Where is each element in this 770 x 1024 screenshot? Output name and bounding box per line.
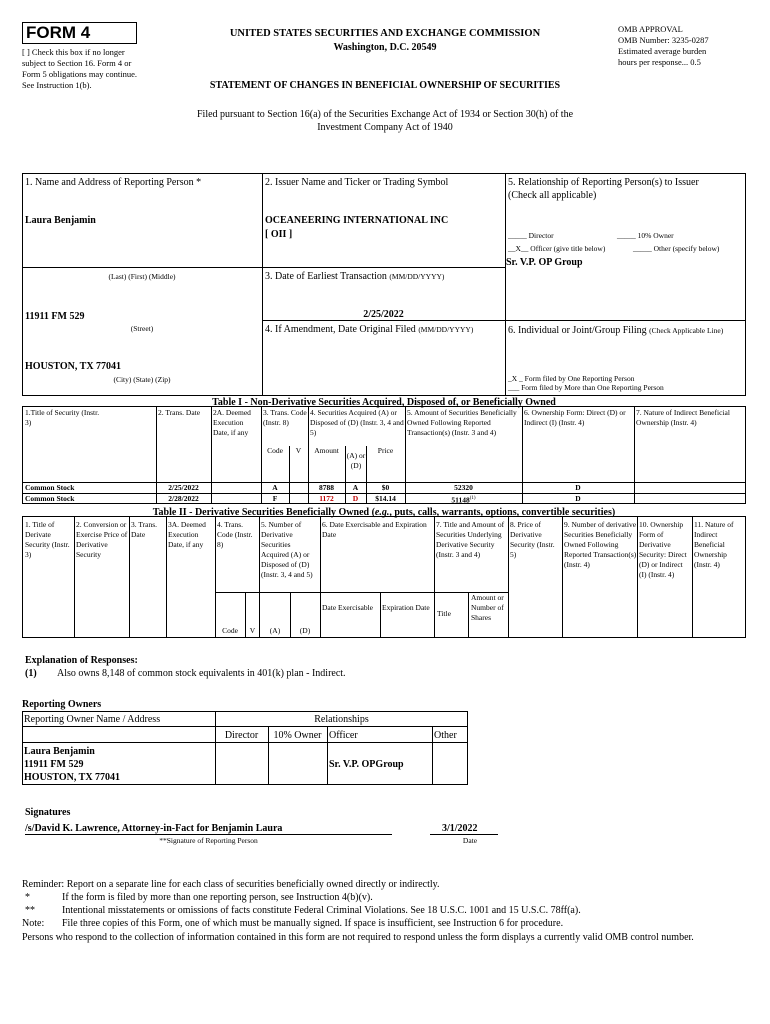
reporting-owners-heading: Reporting Owners (22, 699, 102, 710)
t1-h3: 3. Trans. Code (Instr. 8) (263, 408, 307, 427)
owner-col-officer: Officer (329, 730, 358, 741)
issuer-name: OCEANEERING INTERNATIONAL INC (265, 215, 449, 226)
signatures-heading: Signatures (25, 807, 71, 818)
t1-h5: 5. Amount of Securities Beneficially Owned Following Reported Transaction(s) (Instr. 3 and 4) (407, 408, 517, 437)
filed-by-one-person[interactable]: _X _ Form filed by One Reporting Person (508, 374, 635, 383)
box6-label: 6. Individual or Joint/Group Filing (Check Applicable Line) (508, 325, 724, 336)
owner-street: 11911 FM 529 (24, 759, 84, 770)
owner-name: Laura Benjamin (24, 746, 95, 757)
city-caption: (City) (State) (Zip) (113, 375, 171, 384)
footnote-ref[interactable]: (1) (469, 496, 476, 501)
signature-date: 3/1/2022 (442, 823, 478, 834)
officer-title: Sr. V.P. OP Group (506, 257, 583, 268)
t1-sub-price: Price (377, 446, 394, 455)
ten-percent-owner-checkbox[interactable]: _____ 10% Owner (617, 231, 674, 240)
t1-sub-code: Code (267, 446, 283, 455)
owner-city: HOUSTON, TX 77041 (24, 772, 121, 783)
t1-h1: 1.Title of Security (Instr. 3) (25, 408, 100, 427)
date-caption: Date (462, 836, 478, 845)
omb-approval (618, 24, 758, 57)
signature-caption: **Signature of Reporting Person (159, 836, 258, 845)
table1-title: Table I - Non-Derivative Securities Acquired, Disposed of, or Beneficially Owned (212, 397, 556, 408)
name-caption: (Last) (First) (Middle) (108, 272, 176, 281)
t1-sub-v: V (295, 446, 302, 455)
t2-sub-d: (D) (299, 626, 311, 635)
owner-col-other: Other (434, 730, 457, 741)
t1-r2-owned: 51148$^{(1)}$ (451, 495, 476, 505)
form-title: FORM 4 (22, 22, 137, 44)
footnote-1-number: (1) (25, 668, 37, 679)
reporting-person-city: HOUSTON, TX 77041 (25, 361, 122, 372)
star2-text: Intentional misstatements or omissions of facts constitute Federal Criminal Violations. See 18 U.S.C. 1001 and 15 U.S.C. 78ff(a). (62, 905, 581, 916)
t1-r1-security: Common Stock (25, 483, 75, 492)
no-longer-subject-checkbox[interactable]: [ ] Check this box if no longer subject to Section 16. Form 4 or Form 5 obligations may continue. See Instruction 1(b). (22, 47, 137, 90)
t1-r1-price: $0 (381, 483, 390, 492)
t2-sub-amount: Amount or Number of Shares (471, 593, 504, 622)
footnote-1-text: Also owns 8,148 of common stock equivalents in 401(k) plan - Indirect. (57, 668, 346, 679)
director-checkbox[interactable]: _____ Director (508, 231, 554, 240)
note-marker: Note: (22, 918, 45, 929)
filed-pursuant-line1: Filed pursuant to Section 16(a) of the Securities Exchange Act of 1934 or Section 30(h) of the (196, 109, 574, 120)
t2-h5: 5. Number of Derivative Securities Acquired (A) or Disposed of (D) (Instr. 3, 4 and 5) (261, 520, 313, 579)
omb-number: OMB Number: 3235-0287 (618, 35, 709, 45)
t1-r2-form: D (575, 494, 581, 503)
omb-title: OMB APPROVAL (618, 24, 683, 34)
t2-h3a: 3A. Deemed Execution Date, if any (168, 520, 206, 549)
star1-text: If the form is filed by more than one reporting person, see Instruction 4(b)(v). (62, 892, 373, 903)
t2-sub-a: (A) (269, 626, 281, 635)
box5-label: 5. Relationship of Reporting Person(s) to Issuer (508, 177, 699, 188)
t1-r2-security: Common Stock (25, 494, 75, 503)
t2-h11: 11. Nature of Indirect Beneficial Ownership (Instr. 4) (694, 520, 734, 569)
owner-officer-title: Sr. V.P. OPGroup (329, 759, 404, 770)
earliest-transaction-date: 2/25/2022 (363, 309, 404, 320)
t1-r1-owned: 52320 (454, 483, 473, 492)
statement-title: STATEMENT OF CHANGES IN BENEFICIAL OWNERSHIP OF SECURITIES (209, 80, 561, 91)
t2-h6: 6. Date Exercisable and Expiration Date (322, 520, 427, 539)
t2-sub-date-ex: Date Exercisable (322, 603, 374, 612)
t2-h3: 3. Trans. Date (131, 520, 158, 539)
box1-label: 1. Name and Address of Reporting Person * (25, 177, 202, 188)
t2-sub-code: Code (222, 626, 238, 635)
t1-h7: 7. Nature of Indirect Beneficial Ownership (Instr. 4) (636, 408, 730, 427)
other-checkbox[interactable]: _____ Other (specify below) (633, 244, 720, 253)
star1-marker: * (25, 892, 30, 903)
owner-col-director: Director (224, 730, 259, 741)
t1-sub-amount: Amount (314, 446, 339, 455)
t1-h6: 6. Ownership Form: Direct (D) or Indirect (I) (Instr. 4) (524, 408, 626, 427)
signer-name: /s/David K. Lawrence, Attorney-in-Fact for Benjamin Laura (25, 823, 283, 834)
officer-checkbox[interactable]: __X__ Officer (give title below) (508, 244, 606, 253)
note-text: File three copies of this Form, one of which must be manually signed. If space is insufficient, see Instruction 6 for procedure. (62, 918, 564, 929)
t1-r1-aord: A (352, 483, 359, 492)
t1-h2a: 2A. Deemed Execution Date, if any (213, 408, 251, 437)
t2-h4: 4. Trans. Code (Instr. 8) (217, 520, 253, 549)
box5-sublabel: (Check all applicable) (508, 190, 597, 201)
reporting-person-name: Laura Benjamin (25, 215, 96, 226)
t1-r1-date: 2/25/2022 (168, 483, 199, 492)
box2-label: 2. Issuer Name and Ticker or Trading Symbol (265, 177, 449, 188)
reporting-person-street: 11911 FM 529 (25, 311, 85, 322)
t2-sub-title: Title (437, 609, 451, 618)
t2-h9: 9. Number of derivative Securities Beneficially Owned Following Reported Transaction(s) (Instr. 4) (564, 520, 637, 569)
t2-h2: 2. Conversion or Exercise Price of Derivative Security (76, 520, 128, 559)
reporting-info-grid (22, 173, 746, 396)
t2-h7: 7. Title and Amount of Securities Underlying Derivative Security (Instr. 3 and 4) (436, 520, 505, 559)
t2-h1: 1. Title of Derivate Security (Instr. 3) (25, 520, 70, 559)
owner-col-relationships: Relationships (314, 714, 369, 725)
box3-label: 3. Date of Earliest Transaction (MM/DD/YYYY) (265, 271, 445, 282)
t1-h4: 4. Securities Acquired (A) or Disposed of (D) (Instr. 3, 4 and 5) (310, 408, 404, 437)
omb-persons-notice: Persons who respond to the collection of information contained in this form are not required to respond unless the form displays a currently valid OMB control number. (22, 932, 694, 943)
t2-sub-v: V (249, 626, 256, 635)
t1-r2-aord: D (352, 494, 359, 503)
box4-label: 4. If Amendment, Date Original Filed (MM/DD/YYYY) (265, 324, 474, 335)
table2-title: Table II - Derivative Securities Beneficially Owned (e.g., puts, calls, warrants, options, convertible securities) (152, 507, 616, 518)
filed-by-more-persons[interactable]: ___ Form filed by More than One Reporting Person (508, 383, 664, 392)
star2-marker: ** (25, 905, 35, 916)
t1-sub-aord: (A) or (D) (346, 451, 366, 470)
t1-r2-amount: 1172 (319, 494, 334, 503)
t2-h10: 10. Ownership Form of Derivative Security: Direct (D) or Indirect (I) (Instr. 4) (639, 520, 687, 579)
t1-r2-price: $14.14 (375, 494, 396, 503)
t2-h8: 8. Price of Derivative Security (Instr. 5) (510, 520, 555, 559)
omb-hours-text: hours per response... 0.5 (618, 57, 701, 67)
street-caption: (Street) (130, 324, 154, 333)
owner-col-10pct: 10% Owner (273, 730, 322, 741)
t1-r1-amount: 8788 (319, 483, 334, 492)
filed-pursuant-line2: Investment Company Act of 1940 (317, 122, 453, 133)
reminder-text: Reminder: Report on a separate line for each class of securities beneficially owned directly or indirectly. (22, 879, 440, 890)
agency-location: Washington, D.C. 20549 (333, 42, 437, 53)
explanation-heading: Explanation of Responses: (25, 655, 138, 666)
t1-r1-code: A (272, 483, 278, 492)
owner-col-name: Reporting Owner Name / Address (24, 714, 161, 725)
t1-h2: 2. Trans. Date (158, 408, 201, 417)
omb-burden: Estimated average burden (618, 46, 707, 56)
agency-name: UNITED STATES SECURITIES AND EXCHANGE COMMISSION (229, 28, 541, 39)
t1-r2-code: F (272, 494, 278, 503)
issuer-ticker: [ OII ] (265, 229, 293, 240)
t1-r2-date: 2/28/2022 (168, 494, 199, 503)
t2-sub-exp: Expiration Date (382, 603, 430, 612)
t1-r1-form: D (575, 483, 581, 492)
